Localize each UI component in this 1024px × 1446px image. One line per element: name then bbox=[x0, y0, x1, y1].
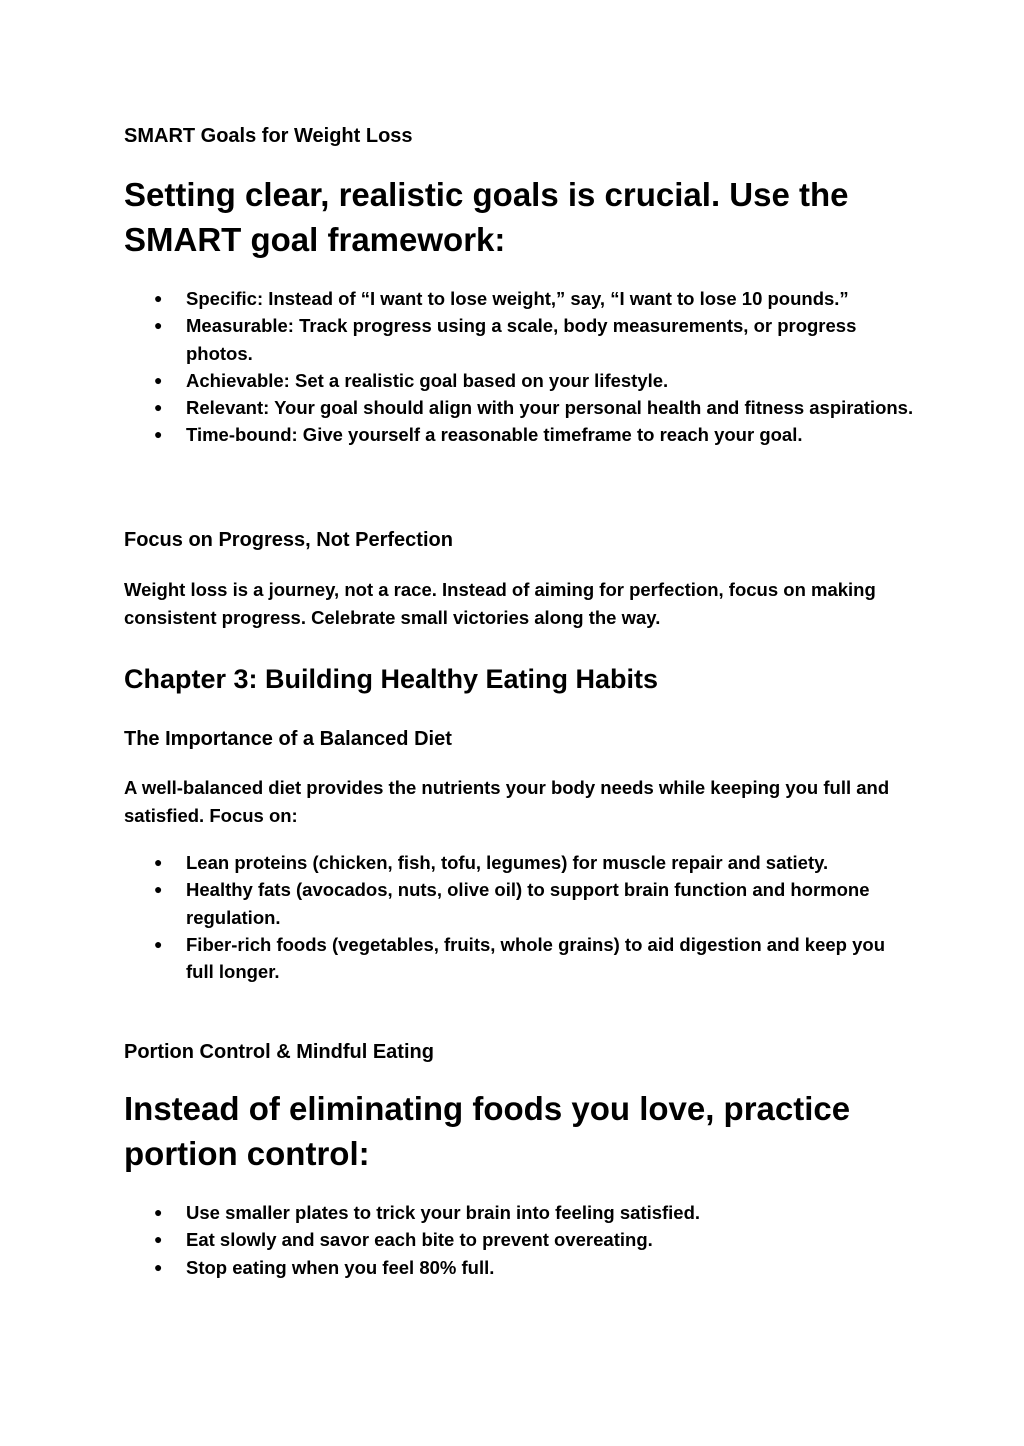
smart-goals-heading: Setting clear, realistic goals is crucial. Use the SMART goal framework: bbox=[124, 176, 849, 258]
bullet-icon: ● bbox=[154, 426, 163, 443]
list-item: ● Specific: Instead of “I want to lose weight,” say, “I want to lose 10 pounds.” bbox=[124, 285, 914, 312]
list-item: ● Relevant: Your goal should align with your personal health and fitness aspirations. bbox=[124, 394, 914, 421]
list-item: ● Achievable: Set a realistic goal based on your lifestyle. bbox=[124, 367, 914, 394]
smart-goals-title: SMART Goals for Weight Loss bbox=[124, 125, 413, 147]
portion-control-list bbox=[124, 1199, 914, 1281]
portion-control-heading: Instead of eliminating foods you love, practice portion control: bbox=[124, 1090, 851, 1172]
list-item: ● Lean proteins (chicken, fish, tofu, legumes) for muscle repair and satiety. bbox=[124, 849, 914, 876]
portion-control-title: Portion Control & Mindful Eating bbox=[124, 1041, 434, 1063]
bullet-icon: ● bbox=[154, 371, 163, 388]
list-item: ● Measurable: Track progress using a scale, body measurements, or progress photos. bbox=[124, 312, 914, 367]
bullet-icon: ● bbox=[154, 399, 163, 416]
bullet-icon: ● bbox=[154, 1258, 163, 1275]
list-item: ● Time-bound: Give yourself a reasonable timeframe to reach your goal. bbox=[124, 421, 914, 448]
list-item: ● Healthy fats (avocados, nuts, olive oil) to support brain function and hormone regulation. bbox=[124, 876, 914, 931]
bullet-icon: ● bbox=[154, 290, 163, 306]
chapter-title: Chapter 3: Building Healthy Eating Habits bbox=[124, 664, 659, 694]
balanced-diet-paragraph: A well-balanced diet provides the nutrients your body needs while keeping you full and satisfied. Focus on: bbox=[124, 777, 890, 826]
bullet-icon: ● bbox=[154, 881, 163, 898]
smart-goals-list bbox=[124, 285, 914, 449]
list-item: ● Fiber-rich foods (vegetables, fruits, whole grains) to aid digestion and keep you full longer. bbox=[124, 931, 914, 986]
balanced-diet-list bbox=[124, 849, 914, 985]
bullet-icon: ● bbox=[154, 854, 163, 870]
progress-paragraph: Weight loss is a journey, not a race. Instead of aiming for perfection, focus on making consistent progress. Celebrate small victories along the way. bbox=[124, 579, 876, 628]
list-item: ● Stop eating when you feel 80% full. bbox=[124, 1254, 914, 1281]
bullet-icon: ● bbox=[154, 1231, 163, 1248]
bullet-icon: ● bbox=[154, 935, 163, 952]
list-item: ● Eat slowly and savor each bite to prevent overeating. bbox=[124, 1226, 914, 1253]
bullet-icon: ● bbox=[154, 317, 163, 334]
balanced-diet-title: The Importance of a Balanced Diet bbox=[124, 728, 452, 750]
list-item: ● Use smaller plates to trick your brain into feeling satisfied. bbox=[124, 1199, 914, 1226]
progress-title: Focus on Progress, Not Perfection bbox=[124, 529, 453, 551]
bullet-icon: ● bbox=[154, 1204, 163, 1220]
